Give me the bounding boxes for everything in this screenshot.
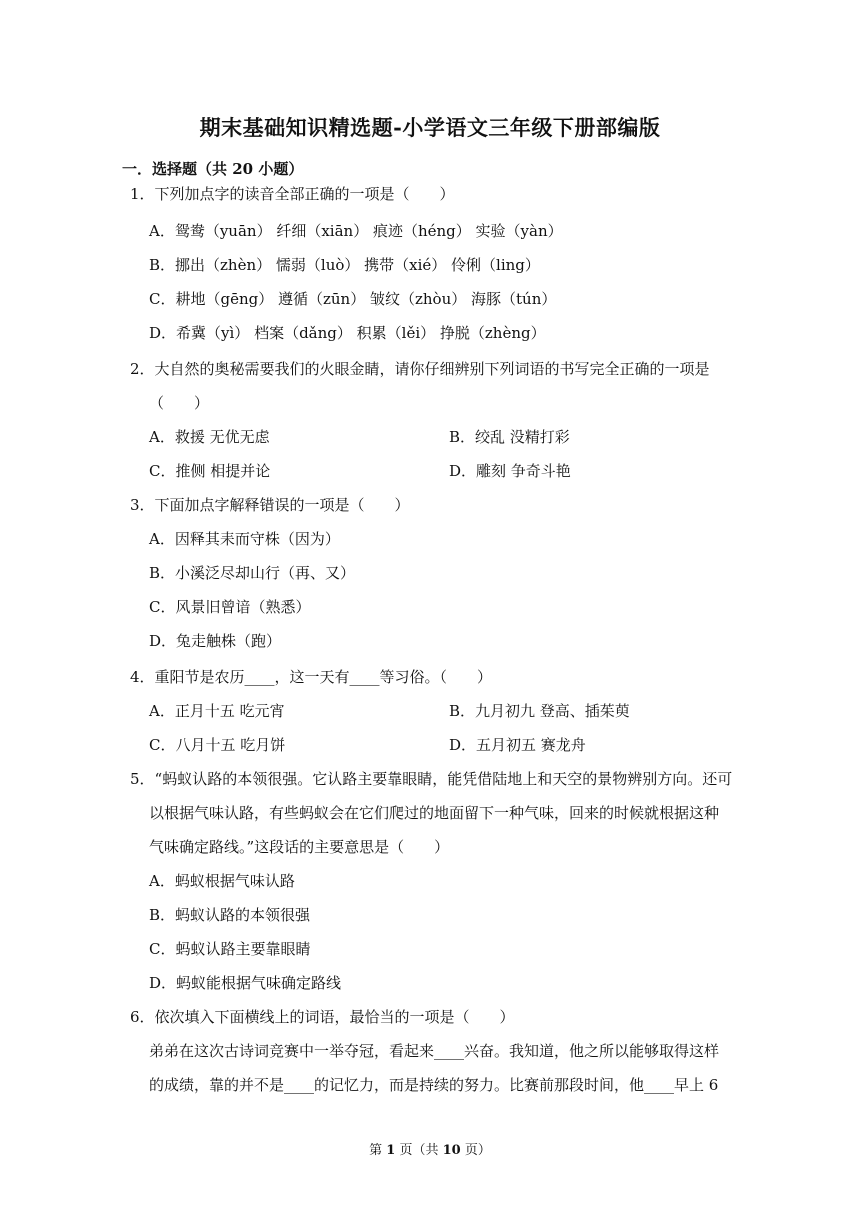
option-line: C．八月十五 吃月饼: [149, 736, 286, 754]
option-line: C．风景旧曾谙（熟悉）: [149, 598, 311, 616]
footer-page-number: 1: [386, 1143, 396, 1158]
option-line: B．蚂蚁认路的本领很强: [149, 906, 311, 924]
footer-total-pages: 10: [442, 1143, 461, 1158]
section-heading: 一．选择题（共 20 小题）: [122, 160, 304, 178]
document-title: 期末基础知识精选题-小学语文三年级下册部编版: [199, 115, 661, 140]
option-line: A．因释其耒而守株（因为）: [149, 530, 340, 548]
question-line: 3．下面加点字解释错误的一项是（ ）: [130, 496, 410, 514]
question-line: 5．“蚂蚁认路的本领很强。它认路主要靠眼睛，能凭借陆地上和天空的景物辨别方向。还可: [130, 770, 733, 788]
paragraph-line: 气味确定路线。”这段话的主要意思是（ ）: [149, 838, 450, 856]
option-line: B．挪出（zhèn） 懦弱（luò） 携带（xié） 伶俐（ling）: [149, 256, 540, 274]
footer-suffix: 页）: [460, 1143, 491, 1158]
option-line: C．推侧 相提并论: [149, 462, 271, 480]
option-line: D．兔走触株（跑）: [149, 632, 282, 650]
option-line: C．蚂蚁认路主要靠眼睛: [149, 940, 311, 958]
footer-middle: 页（共: [395, 1143, 443, 1158]
question-line: 1．下列加点字的读音全部正确的一项是（ ）: [130, 185, 455, 203]
question-line: 6．依次填入下面横线上的词语，最恰当的一项是（ ）: [130, 1008, 515, 1026]
option-line: A．正月十五 吃元宵: [149, 702, 285, 720]
option-line: D．希冀（yì） 档案（dǎng） 积累（lěi） 挣脱（zhèng）: [149, 324, 546, 342]
option-line: A．蚂蚁根据气味认路: [149, 872, 295, 890]
option-line: D．五月初五 赛龙舟: [449, 736, 586, 754]
option-line: （ ）: [149, 394, 210, 412]
option-line: D．雕刻 争奇斗艳: [449, 462, 571, 480]
paragraph-line: 以根据气味认路，有些蚂蚁会在它们爬过的地面留下一种气味，回来的时候就根据这种: [149, 804, 720, 822]
option-line: A．鸳鸯（yuān） 纤细（xiān） 痕迹（héng） 实验（yàn）: [149, 222, 563, 240]
option-line: C．耕地（gēng） 遵循（zūn） 皱纹（zhòu） 海豚（tún）: [149, 290, 557, 308]
question-line: 4．重阳节是农历____，这一天有____等习俗。（ ）: [130, 668, 493, 686]
option-line: B．小溪泛尽却山行（再、又）: [149, 564, 356, 582]
option-line: B．绞乱 没精打彩: [449, 428, 570, 446]
page-footer: [0, 1139, 860, 1158]
paragraph-line: 的成绩，靠的并不是____的记忆力，而是持续的努力。比赛前那段时间，他____早上 6: [149, 1076, 719, 1094]
paragraph-line: 弟弟在这次古诗词竞赛中一举夺冠，看起来____兴奋。我知道，他之所以能够取得这样: [149, 1042, 720, 1060]
option-line: D．蚂蚁能根据气味确定路线: [149, 974, 342, 992]
option-line: B．九月初九 登高、插茱萸: [449, 702, 630, 720]
option-line: A．救援 无优无虑: [149, 428, 270, 446]
question-line: 2．大自然的奥秘需要我们的火眼金睛，请你仔细辨别下列词语的书写完全正确的一项是: [130, 360, 710, 378]
footer-prefix: 第: [369, 1143, 387, 1158]
